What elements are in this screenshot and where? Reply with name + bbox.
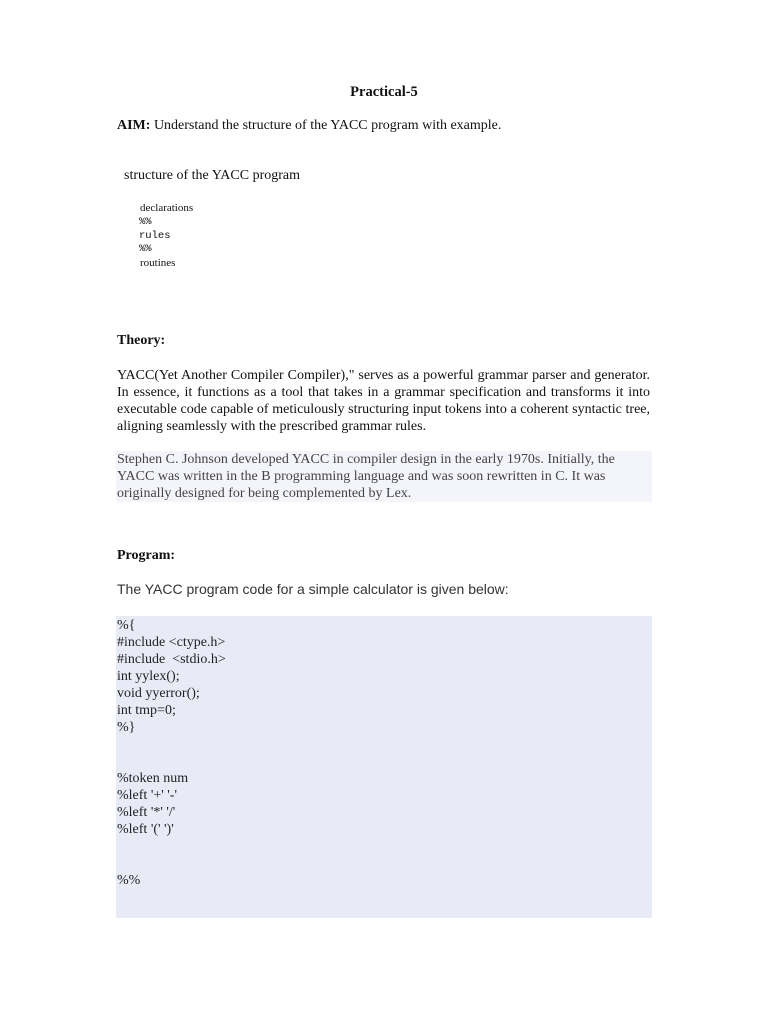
code-line: %left '(' ')' (117, 822, 174, 837)
code-line (117, 736, 652, 753)
code-line: %left '*' '/' (117, 805, 176, 820)
history-note-line: Stephen C. Johnson developed YACC in compiler design in the early 1970s. Initially, the (117, 452, 615, 467)
code-line: void yyerror(); (117, 686, 200, 701)
structure-heading: structure of the YACC program (124, 168, 300, 183)
program-intro: The YACC program code for a simple calculator is given below: (117, 581, 509, 597)
code-line (117, 855, 652, 872)
code-line: %{ (117, 618, 136, 633)
structure-line-separator: %% (139, 216, 152, 228)
code-line: #include <ctype.h> (117, 635, 226, 650)
history-note (116, 451, 652, 502)
history-note-line: originally designed for being complemented by Lex. (117, 486, 412, 501)
theory-paragraph: YACC(Yet Another Compiler Compiler)," serves as a powerful grammar parser and generator. In essence, it functions as a tool that takes in a grammar specification and transforms it into executable code capable of meticulously structuring input tokens into a coherent syntactic tree, aligning seamlessly with the prescribed grammar rules. (117, 368, 650, 434)
page-title: Practical-5 (350, 84, 418, 100)
structure-line-routines: routines (140, 257, 176, 269)
structure-line-declarations: declarations (140, 202, 194, 214)
aim-text: Understand the structure of the YACC program with example. (150, 118, 502, 133)
code-line: int yylex(); (117, 669, 180, 684)
code-block (116, 616, 652, 918)
code-line: #include <stdio.h> (117, 652, 226, 667)
code-line (117, 838, 652, 855)
code-line (117, 753, 652, 770)
code-line: %} (117, 720, 136, 735)
structure-line-separator: %% (139, 243, 152, 255)
aim-label: AIM: (117, 118, 151, 133)
program-heading: Program: (117, 548, 176, 563)
code-line: %% (117, 873, 141, 888)
history-note-line: YACC was written in the B programming language and was soon rewritten in C. It was (117, 469, 606, 484)
aim-line (117, 118, 501, 134)
structure-line-rules: rules (139, 230, 171, 242)
code-line: int tmp=0; (117, 703, 176, 718)
theory-heading: Theory: (117, 333, 166, 348)
code-line: %token num (117, 771, 189, 786)
code-line: %left '+' '-' (117, 788, 177, 803)
